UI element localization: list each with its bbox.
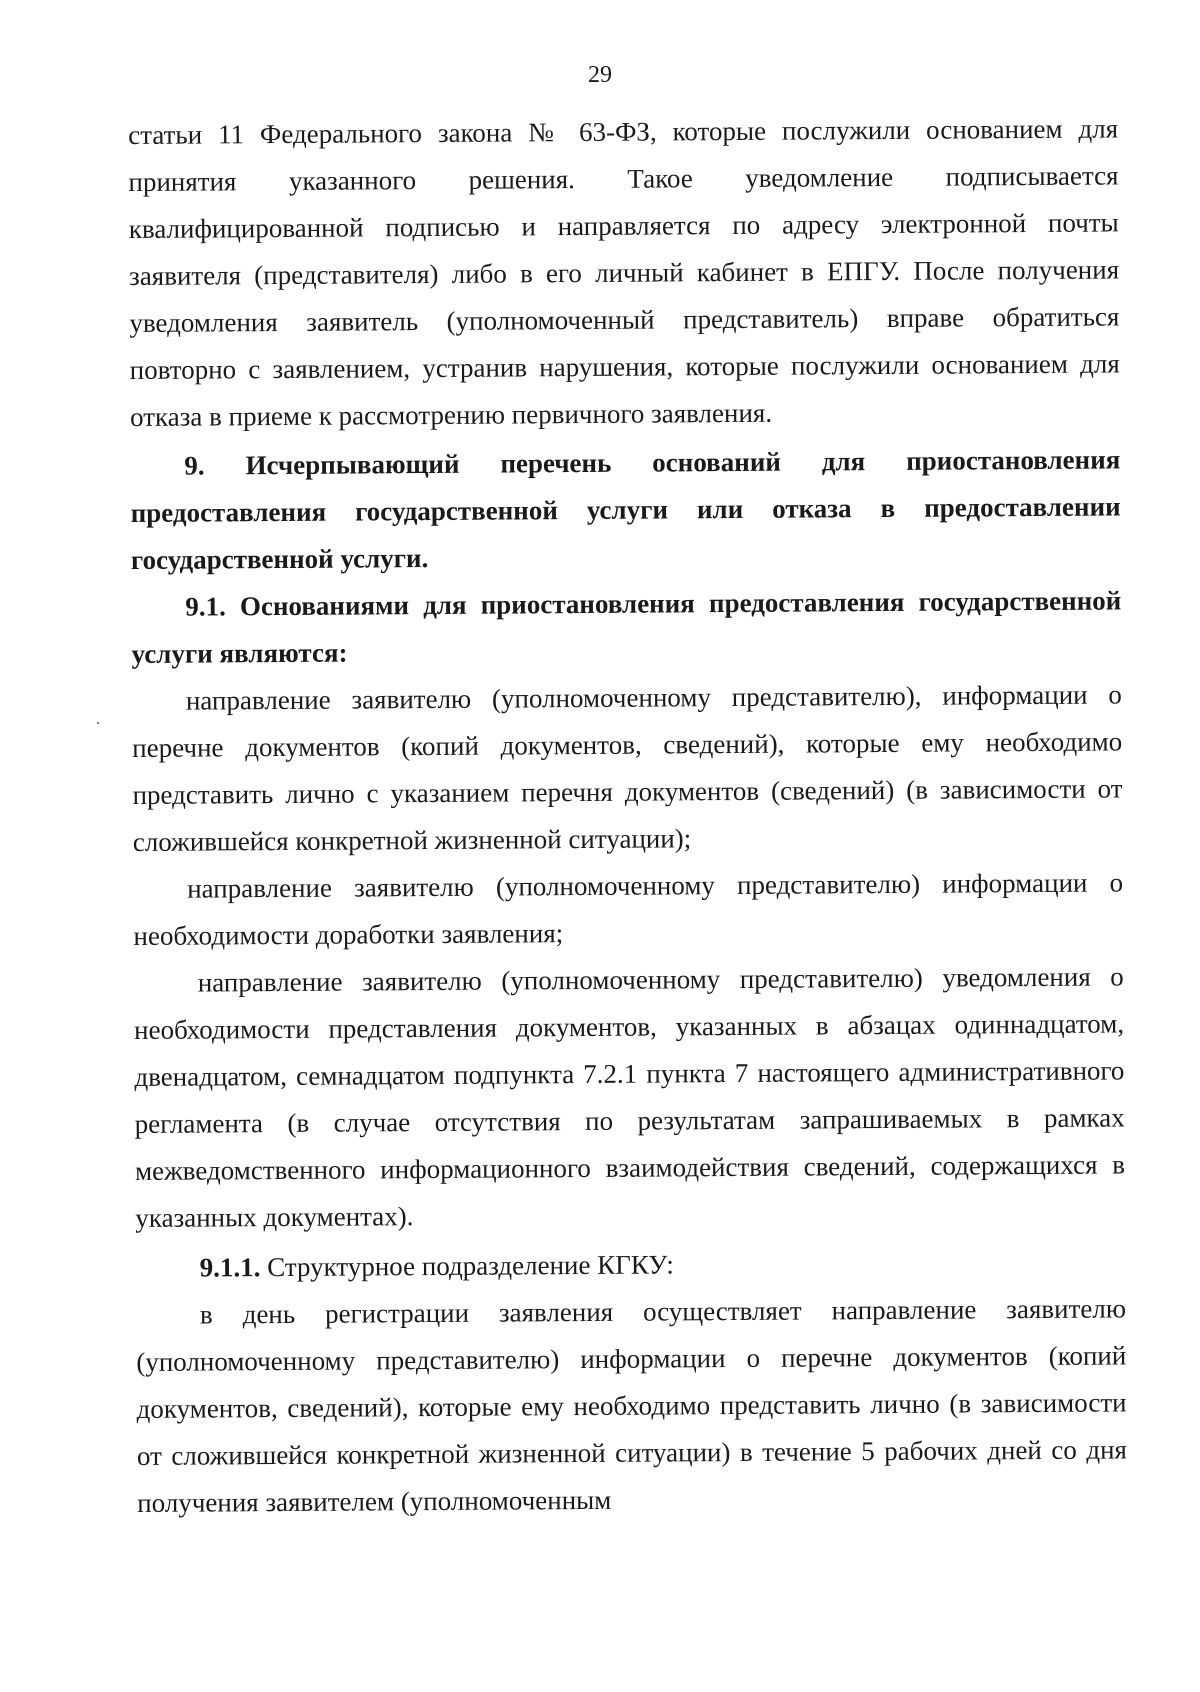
paragraph-registration-day: в день регистрации заявления осуществляет направление заявителю (уполномоченному представителю) информации о перечне документов (копий документов, сведений), которые ему необходимо представить лично (в зависимости от сложившейся конкретной жизненной ситуации) в течение 5 рабочих дней со дня получения заявителем (уполномоченным <box>136 1293 1127 1518</box>
subsection-heading-9-1-1 <box>136 1238 1126 1292</box>
section-heading-9-1: 9.1. Основаниями для приостановления предоставления государственной услуги являются: <box>131 585 1122 669</box>
subsection-number: 9.1.1. <box>199 1252 261 1283</box>
page-number: 29 <box>588 62 612 88</box>
section-heading-9: 9. Исчерпывающий перечень оснований для приостановления предоставления государственной услуги или отказа в предоставлении государственной услуги. <box>130 444 1121 575</box>
paragraph-information-documents: направление заявителю (уполномоченному представителю), информации о перечне документов (копий документов, сведений), которые ему необходимо представить лично с указанием перечня документов (сведений) (в зависимости от сложившейся конкретной жизненной ситуации); <box>132 679 1123 857</box>
subsection-title: Структурное подразделение КГКУ: <box>260 1249 674 1283</box>
paragraph-continuation: статьи 11 Федерального закона № 63-ФЗ, которые послужили основанием для принятия указанного решения. Такое уведомление подписывается квалифицированной подписью и направляется по адресу электронной почты заявителя (представителя) либо в его личный кабинет в ЕПГУ. После получения уведомления заявитель (уполномоченный представитель) вправе обратиться повторно с заявлением, устранив нарушения, которые послужили основанием для отказа в приеме к рассмотрению первичного заявления. <box>128 113 1120 432</box>
paragraph-information-revision: направление заявителю (уполномоченному представителю) информации о необходимости доработки заявления; <box>133 867 1124 951</box>
paragraph-notification-documents: направление заявителю (уполномоченному представителю) уведомления о необходимости представления документов, указанных в абзацах одиннадцатом, двенадцатом, семнадцатом подпункта 7.2.1 пункта 7 настоящего административного регламента (в случае отсутствия по результатам запрашиваемых в рамках межведомственного информационного взаимодействия сведений, содержащихся в указанных документах). <box>133 961 1126 1233</box>
document-body <box>128 105 1127 1527</box>
scan-artifact <box>97 722 99 724</box>
